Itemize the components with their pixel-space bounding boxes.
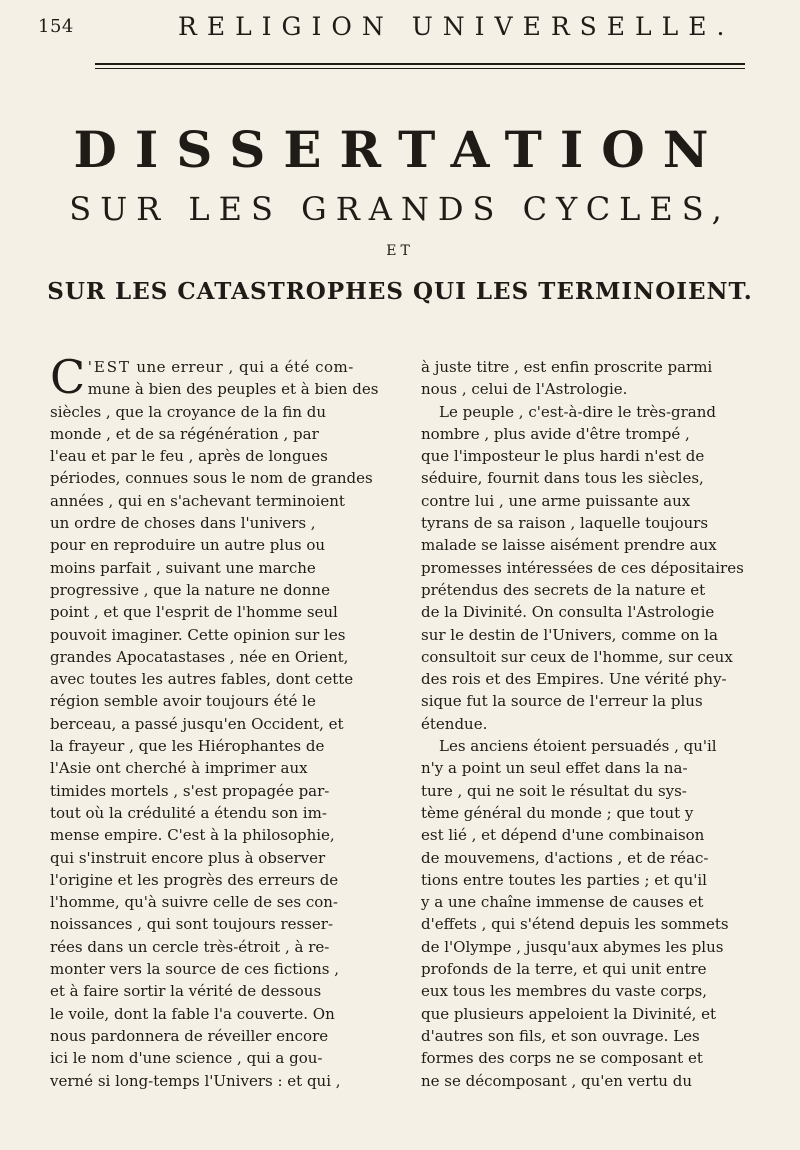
- text-line: timides mortels , s'est propagée par-: [50, 781, 330, 800]
- running-header: [0, 10, 800, 50]
- text-line: tions entre toutes les parties ; et qu'il: [421, 870, 707, 889]
- text-line: périodes, connues sous le nom de grandes: [50, 469, 373, 488]
- text-line: promesses intéressées de ces dépositaires: [421, 558, 744, 577]
- text-line: tème général du monde ; que tout y: [421, 803, 694, 822]
- text-line: monter vers la source de ces fictions ,: [50, 960, 340, 979]
- text-line: rées dans un cercle très-étroit , à re-: [50, 937, 330, 956]
- text-line: l'homme, qu'à suivre celle de ses con-: [50, 893, 338, 912]
- text-line: étendue.: [421, 714, 488, 733]
- text-line: profonds de la terre, et qui unit entre: [421, 960, 707, 979]
- header-rule-thin: [95, 68, 745, 69]
- text-line: de mouvemens, d'actions , et de réac-: [421, 848, 709, 867]
- text-line: Le peuple , c'est-à-dire le très-grand: [439, 402, 717, 421]
- text-line: verné si long-temps l'Univers : et qui ,: [50, 1071, 341, 1090]
- text-line: nous pardonnera de réveiller encore: [50, 1026, 329, 1045]
- text-line: le voile, dont la fable l'a couverte. On: [50, 1004, 335, 1023]
- text-line: moins parfait , suivant une marche: [50, 558, 316, 577]
- text-line: est lié , et dépend d'une combinaison: [421, 826, 705, 845]
- header-rule-thick: [95, 63, 745, 65]
- page-title: DISSERTATION: [73, 120, 727, 179]
- subtitle-line-1: SUR LES GRANDS CYCLES,: [69, 190, 731, 228]
- text-line: Les anciens étoient persuadés , qu'il: [439, 737, 717, 756]
- text-line: monde , et de sa régénération , par: [50, 424, 319, 443]
- page-number: 154: [38, 16, 74, 37]
- text-line: sique fut la source de l'erreur la plus: [421, 692, 703, 711]
- text-line: progressive , que la nature ne donne: [50, 580, 330, 599]
- text-line: pouvoit imaginer. Cette opinion sur les: [50, 625, 346, 644]
- text-line: tout où la crédulité a étendu son im-: [50, 803, 327, 822]
- text-line: formes des corps ne se composant et: [421, 1049, 703, 1068]
- text-line: à juste titre , est enfin proscrite parmi: [421, 358, 713, 376]
- text-line: n'y a point un seul effet dans la na-: [421, 759, 688, 778]
- text-line: de l'Olympe , jusqu'aux abymes les plus: [421, 937, 724, 956]
- left-column-lines: [50, 378, 395, 1092]
- text-line: grandes Apocatastases , née en Orient,: [50, 647, 349, 666]
- text-line: berceau, a passé jusqu'en Occident, et: [50, 714, 344, 733]
- text-line: malade se laisse aisément prendre aux: [421, 536, 717, 555]
- opening-word: 'EST: [87, 358, 132, 376]
- text-line: d'effets , qui s'étend depuis les sommets: [421, 915, 729, 934]
- drop-cap: C: [50, 350, 86, 404]
- text-line: y a une chaîne immense de causes et: [421, 893, 704, 912]
- text-line: l'origine et les progrès des erreurs de: [50, 870, 339, 889]
- left-column: [50, 350, 395, 1092]
- text-line: consultoit sur ceux de l'homme, sur ceux: [421, 647, 733, 666]
- text-line: années , qui en s'achevant terminoient: [50, 491, 345, 510]
- text-line: nous , celui de l'Astrologie.: [421, 380, 628, 399]
- subtitle-line-2: ET: [386, 243, 414, 259]
- text-line: que l'imposteur le plus hardi n'est de: [421, 447, 705, 466]
- text-line: l'eau et par le feu , après de longues: [50, 447, 328, 466]
- text-line: avec toutes les autres fables, dont cette: [50, 670, 354, 689]
- text-line: région semble avoir toujours été le: [50, 692, 316, 711]
- text-line: prétendus des secrets de la nature et: [421, 580, 706, 599]
- text-line: de la Divinité. On consulta l'Astrologie: [421, 603, 715, 622]
- text-line: la frayeur , que les Hiérophantes de: [50, 737, 325, 756]
- text-line: contre lui , une arme puissante aux: [421, 491, 691, 510]
- text-line: qui s'instruit encore plus à observer: [50, 848, 326, 867]
- text-line: ici le nom d'une science , qui a gou-: [50, 1049, 323, 1068]
- text-line: eux tous les membres du vaste corps,: [421, 982, 708, 1001]
- subtitle-line-3: SUR LES CATASTROPHES QUI LES TERMINOIENT.: [47, 278, 753, 305]
- text-line: point , et que l'esprit de l'homme seul: [50, 603, 338, 622]
- text-line: noissances , qui sont toujours resser-: [50, 915, 334, 934]
- text-line: mune à bien des peuples et à bien des: [87, 380, 379, 399]
- text-line: séduire, fournit dans tous les siècles,: [421, 469, 704, 488]
- running-head: RELIGION UNIVERSELLE.: [178, 12, 735, 41]
- text-line: sur le destin de l'Univers, comme on la: [421, 625, 718, 644]
- text-line: des rois et des Empires. Une vérité phy-: [421, 670, 727, 689]
- text-line: que plusieurs appeloient la Divinité, et: [421, 1004, 717, 1023]
- opening-line-rest: une erreur , qui a été com-: [131, 358, 354, 376]
- text-line: mense empire. C'est à la philosophie,: [50, 826, 335, 845]
- right-column-lines: [421, 356, 766, 1092]
- text-line: tyrans de sa raison , laquelle toujours: [421, 514, 709, 533]
- text-line: siècles , que la croyance de la fin du: [50, 402, 327, 421]
- right-column: [421, 356, 766, 1092]
- text-line: d'autres son fils, et son ouvrage. Les: [421, 1026, 700, 1045]
- text-line: pour en reproduire un autre plus ou: [50, 536, 326, 555]
- text-line: nombre , plus avide d'être trompé ,: [421, 424, 690, 443]
- text-line: ture , qui ne soit le résultat du sys-: [421, 781, 687, 800]
- text-line: un ordre de choses dans l'univers ,: [50, 514, 316, 533]
- text-line: et à faire sortir la vérité de dessous: [50, 982, 322, 1001]
- text-line: l'Asie ont cherché à imprimer aux: [50, 759, 308, 778]
- text-line: ne se décomposant , qu'en vertu du: [421, 1071, 692, 1090]
